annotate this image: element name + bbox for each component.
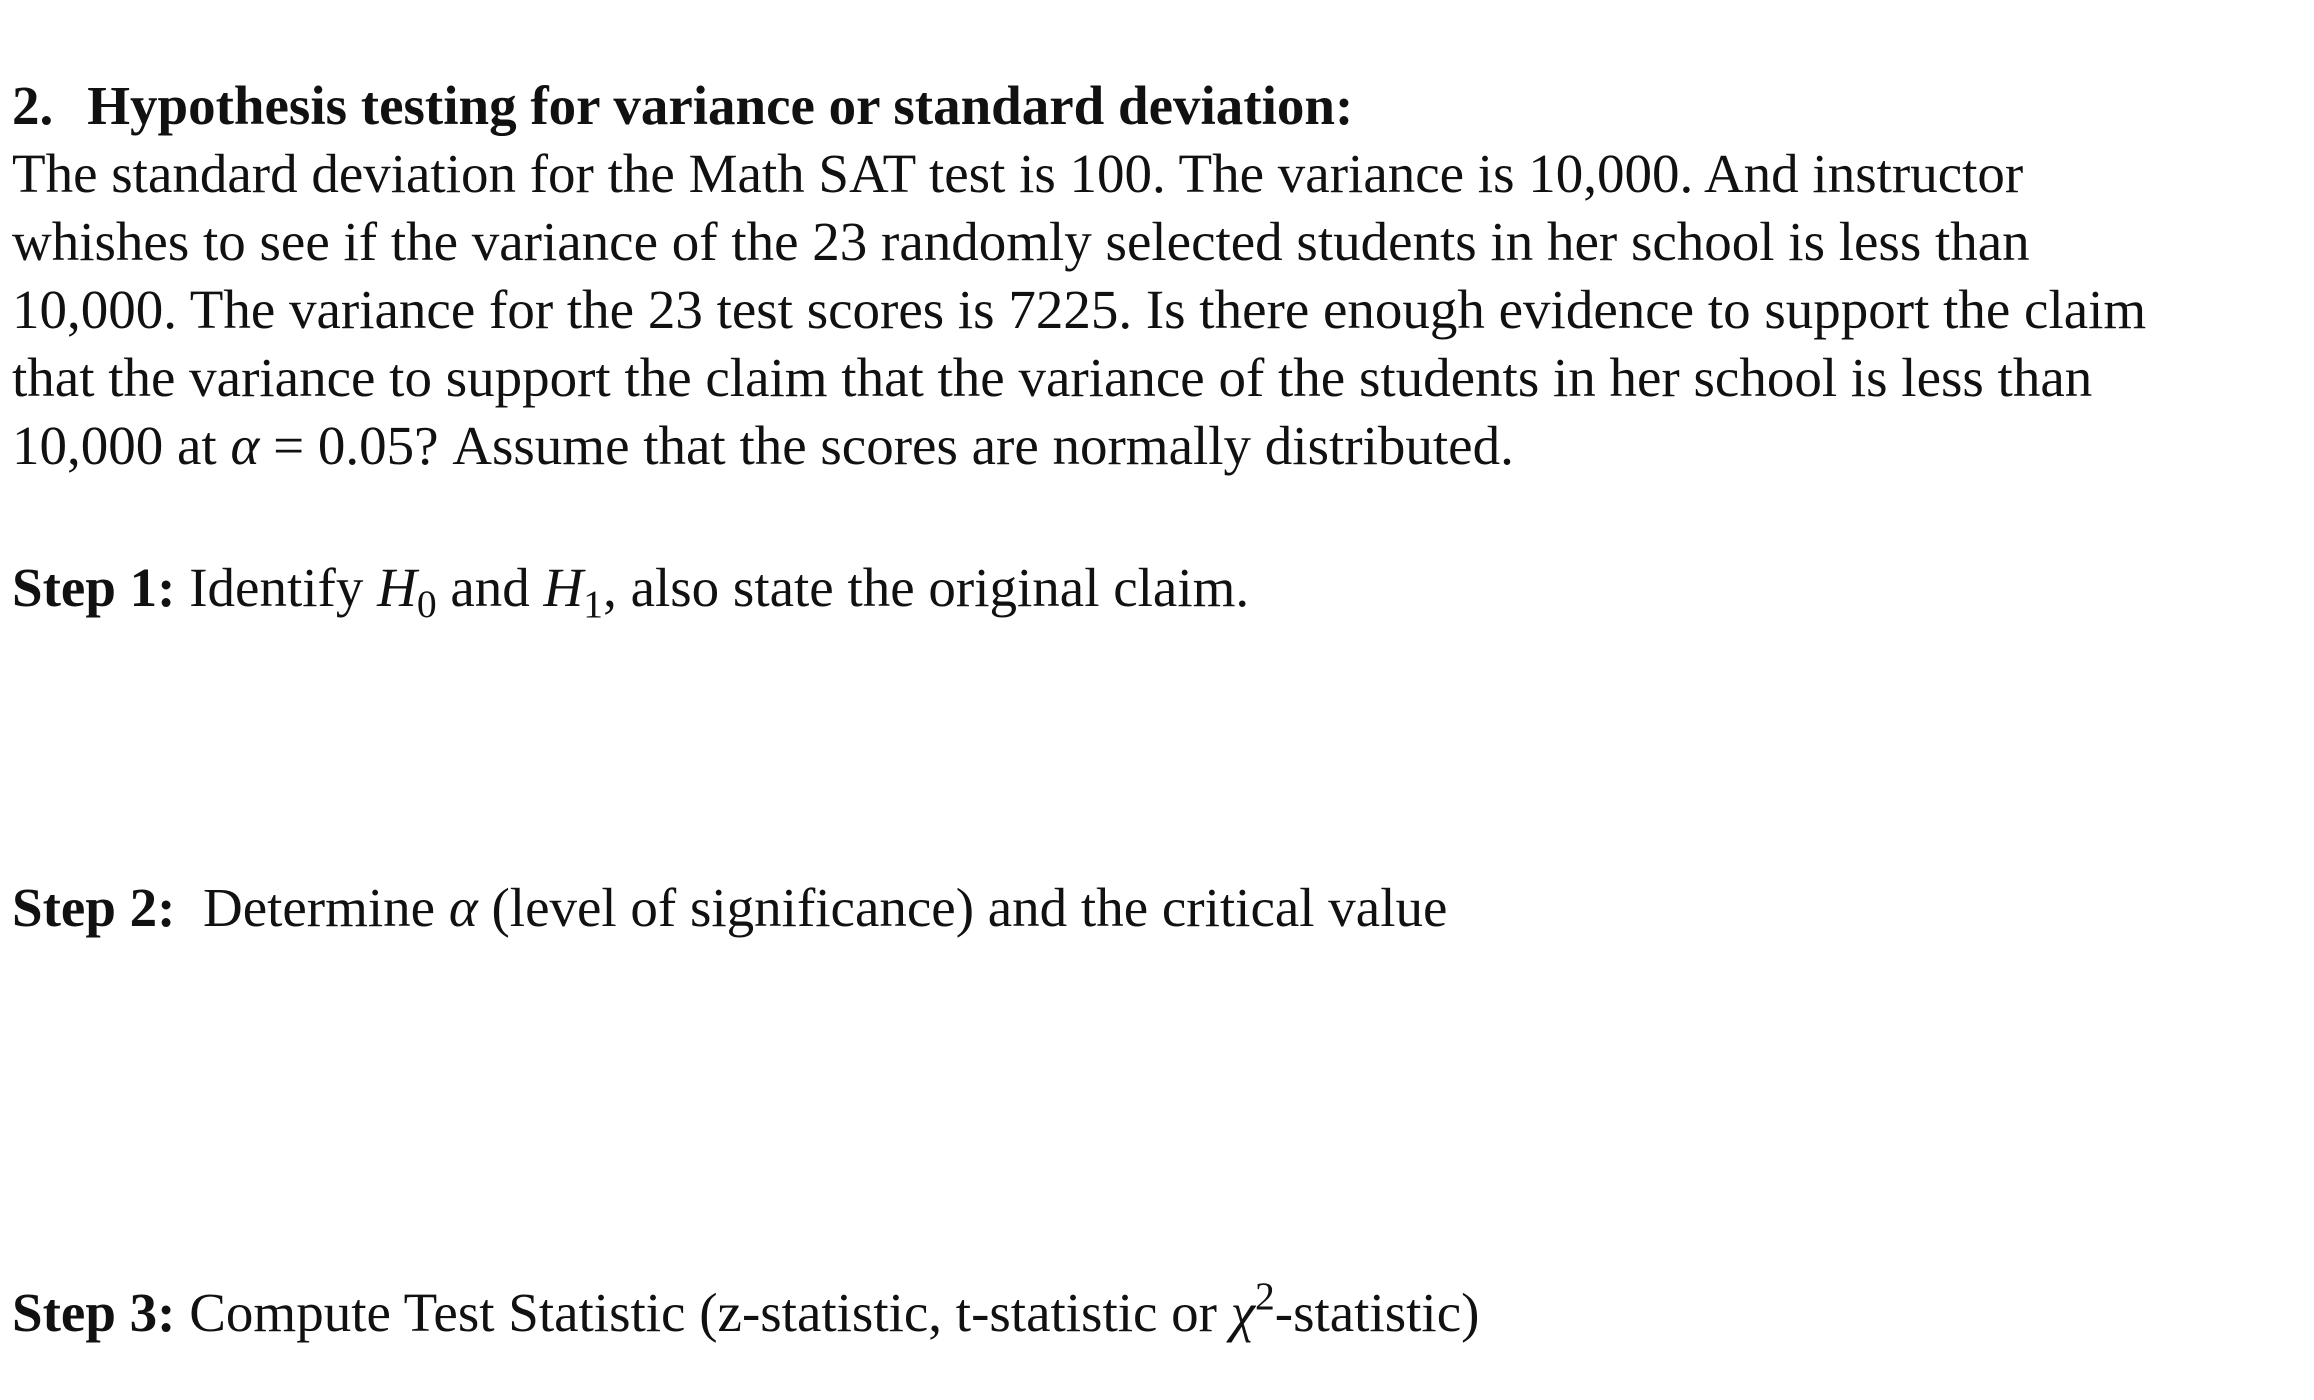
chi-squared-symbol: $\chi^2$	[1230, 1274, 1275, 1343]
step-1-text-a: Identify	[175, 557, 378, 618]
problem-heading	[12, 72, 1353, 140]
problem-text-line-1: The standard deviation for the Math SAT test is 100. The variance is 10,000. And instructor	[12, 143, 2024, 204]
line5-after: 0.05? Assume that the scores are normally distributed.	[317, 415, 1514, 476]
alpha-symbol: α	[230, 415, 260, 476]
problem-text-line-4: that the variance to support the claim that the variance of the students in her school is less than	[12, 347, 2093, 408]
step-1-text-c: , also state the original claim.	[603, 557, 1250, 618]
step-1	[12, 554, 1249, 638]
step-3-label: Step 3:	[12, 1281, 176, 1343]
line5-before: 10,000 at	[12, 415, 231, 476]
step-3-text-b: -statistic)	[1274, 1281, 1480, 1343]
problem-text-line-2: whishes to see if the variance of the 23 randomly selected students in her school is less than	[12, 211, 2030, 272]
step-3	[12, 1262, 1479, 1347]
step-1-text-b: and	[436, 557, 544, 618]
equals-sign: =	[259, 415, 318, 476]
step-2-text-a: Determine	[175, 877, 449, 938]
step-3-text-a: Compute Test Statistic (z-statistic, t-statistic or	[175, 1281, 1231, 1343]
problem-text-line-3: 10,000. The variance for the 23 test scores is 7225. Is there enough evidence to support the claim	[12, 279, 2147, 340]
step-2-label: Step 2:	[12, 877, 176, 938]
problem-text-line-5	[12, 412, 1514, 480]
step-1-label: Step 1:	[12, 557, 176, 618]
step-2	[12, 874, 1447, 942]
h0-symbol: $H_0$	[377, 557, 437, 627]
alpha-symbol-step-2: α	[448, 877, 478, 938]
step-2-text-b: (level of significance) and the critical value	[477, 877, 1448, 938]
h1-symbol: $H_1$	[543, 557, 604, 627]
problem-heading-text: Hypothesis testing for variance or standard deviation:	[87, 75, 1354, 136]
problem-number: 2.	[12, 75, 54, 136]
